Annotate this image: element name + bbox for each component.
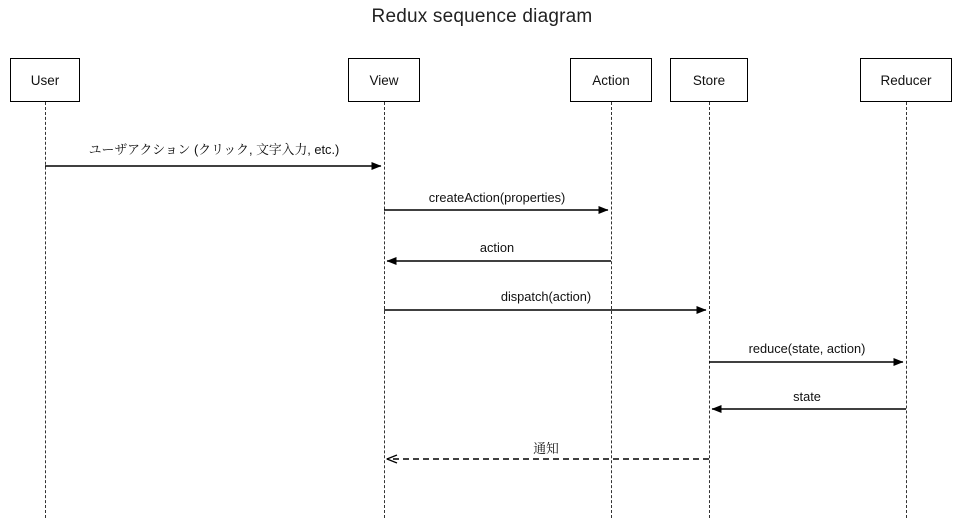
actor-label-action: Action — [592, 72, 630, 88]
actor-label-user: User — [30, 72, 60, 88]
diagram-title: Redux sequence diagram — [371, 6, 593, 27]
actor-box-user — [10, 58, 80, 102]
lifeline-user — [45, 102, 46, 518]
message-label-state: state — [793, 389, 821, 404]
message-label-user-action: ユーザアクション (クリック, 文字入力, etc.) — [88, 142, 340, 157]
message-label-reduce: reduce(state, action) — [748, 341, 866, 356]
message-label-create-action: createAction(properties) — [428, 190, 566, 205]
lifeline-view — [384, 102, 385, 518]
lifeline-action — [611, 102, 612, 518]
message-label-notify: 通知 — [533, 441, 559, 456]
actor-box-view — [348, 58, 420, 102]
actor-label-store: Store — [692, 72, 726, 88]
lifeline-store — [709, 102, 710, 518]
actor-label-reducer: Reducer — [880, 72, 932, 88]
actor-box-store — [670, 58, 748, 102]
actor-box-action — [570, 58, 652, 102]
message-label-action: action — [479, 240, 515, 255]
message-label-dispatch: dispatch(action) — [500, 289, 592, 304]
actor-box-reducer — [860, 58, 952, 102]
actor-label-view: View — [369, 72, 399, 88]
lifeline-reducer — [906, 102, 907, 518]
